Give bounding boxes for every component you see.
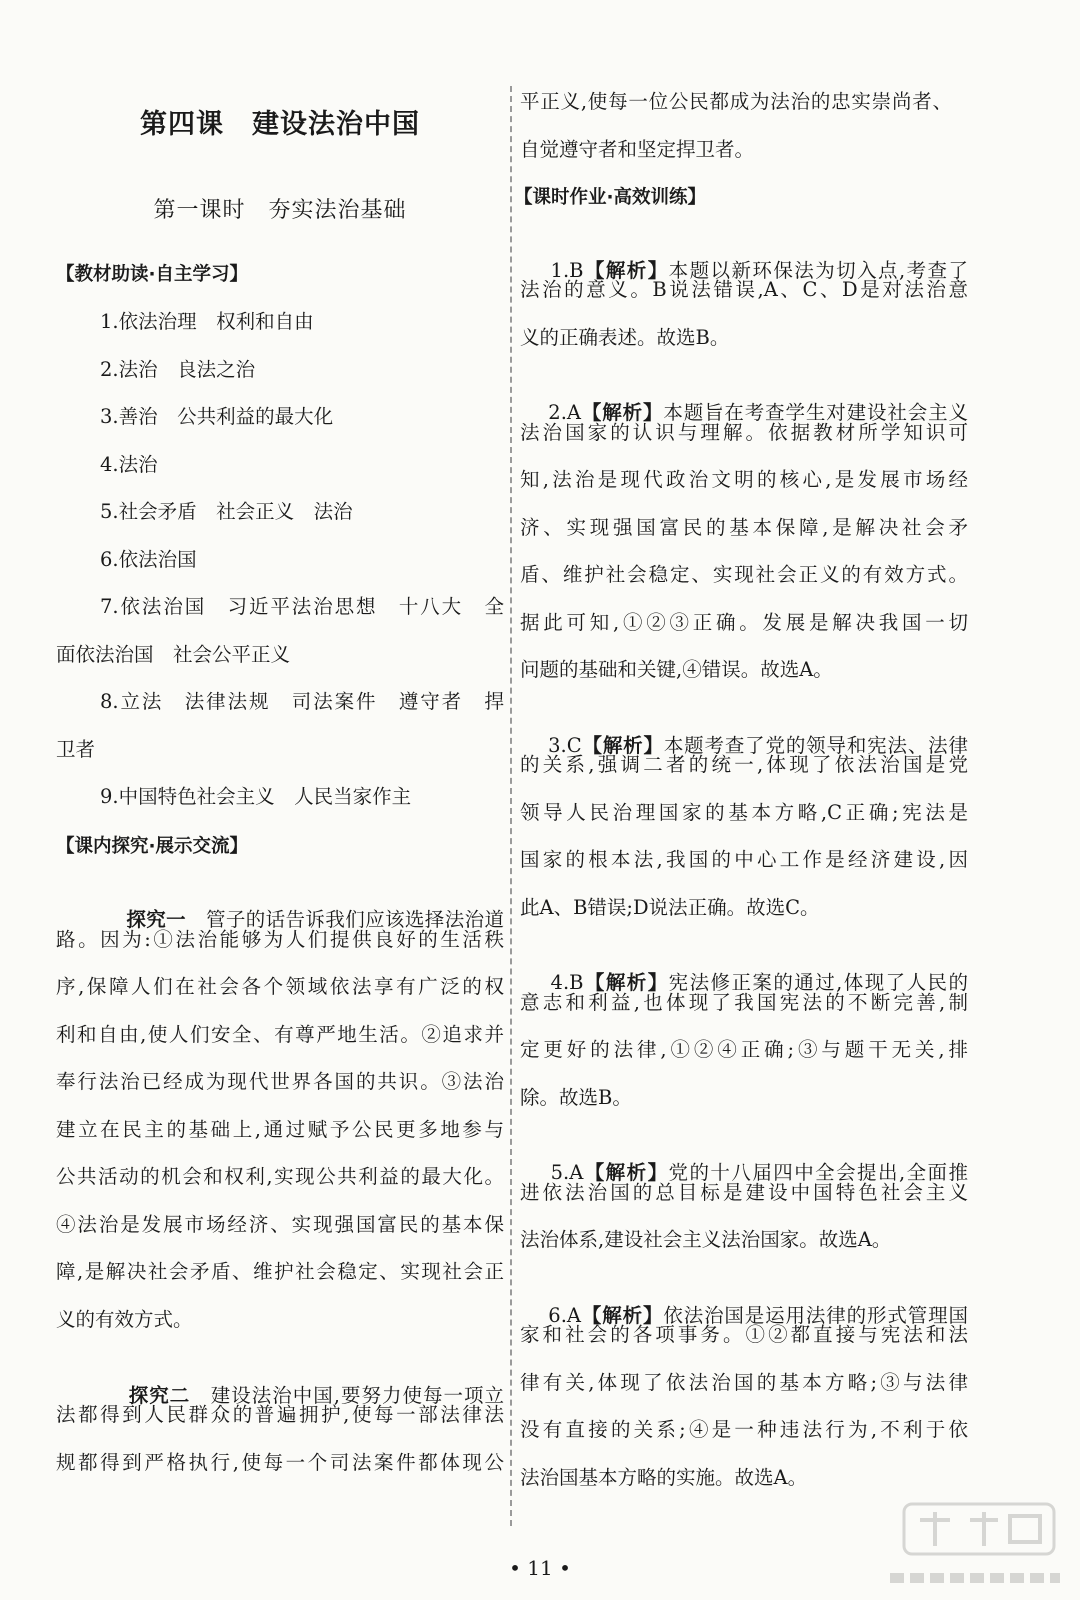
answer-line: 问题的基础和关键,④错误。故选A。 — [520, 658, 833, 681]
analysis-tag: 【解析】 — [581, 734, 664, 757]
watermark-logo — [880, 1498, 1070, 1594]
explore-label: 探究一 — [126, 908, 187, 931]
paragraph-text: 管子的话告诉我们应该选择法治道 — [205, 908, 504, 931]
paragraph-line: 建立在民主的基础上,通过赋予公民更多地参与 — [56, 1118, 504, 1141]
answer-line: 4.法治 — [100, 453, 158, 476]
paragraph-text: 建设法治中国,要努力使每一项立 — [210, 1384, 504, 1407]
section-heading-homework: 【课时作业·高效训练】 — [514, 187, 707, 208]
paragraph-line: 利和自由,使人们安全、有尊严地生活。②追求并 — [56, 1023, 504, 1046]
paragraph-line: 奉行法治已经成为现代世界各国的共识。③法治 — [56, 1070, 504, 1093]
answer-line: 国家的根本法,我国的中心工作是经济建设,因 — [520, 848, 968, 871]
answer-line: 5.社会矛盾 社会正义 法治 — [100, 500, 353, 523]
lesson-title: 第四课 建设法治中国 — [140, 109, 420, 140]
answer-line: 义的正确表述。故选B。 — [520, 326, 730, 349]
answer-number: 5.A — [550, 1161, 584, 1184]
paragraph-line: 序,保障人们在社会各个领域依法享有广泛的权 — [56, 975, 504, 998]
analysis-tag: 【解析】 — [580, 401, 664, 424]
section-heading-explore: 【课内探究·展示交流】 — [56, 836, 249, 857]
paragraph-line: 义的有效方式。 — [56, 1308, 193, 1331]
section-heading-self-study: 【教材助读·自主学习】 — [56, 264, 249, 285]
answer-number: 3.C — [548, 734, 582, 757]
answer-line — [520, 371, 968, 424]
answer-line: 6.依法治国 — [100, 548, 197, 571]
answer-text: 本题考查了党的领导和宪法、法律 — [663, 734, 968, 757]
answer-line — [520, 1131, 968, 1184]
column-divider — [510, 86, 512, 1526]
answer-line: 盾、维护社会稳定、实现社会正义的有效方式。 — [520, 563, 968, 586]
paragraph-line: 法都得到人民群众的普遍拥护,使每一部法律法 — [56, 1403, 504, 1426]
answer-text: 本题以新环保法为切入点,考查了 — [668, 259, 968, 282]
answer-line: 意志和利益,也体现了我国宪法的不断完善,制 — [520, 991, 968, 1014]
page-number: • 11 • — [509, 1556, 571, 1580]
analysis-tag: 【解析】 — [583, 259, 669, 282]
answer-line: 法治国基本方略的实施。故选A。 — [520, 1466, 808, 1489]
answer-line: 的关系,强调二者的统一,体现了依法治国是党 — [520, 753, 968, 776]
answer-number: 1.B — [550, 259, 584, 282]
answer-line — [520, 229, 968, 282]
paragraph-line: 障,是解决社会矛盾、维护社会稳定、实现社会正 — [56, 1260, 504, 1283]
answer-line: 7.依法治国 习近平法治思想 十八大 全 — [100, 595, 504, 618]
answer-line: 定更好的法律,①②④正确;③与题干无关,排 — [520, 1038, 968, 1061]
answer-line — [520, 1274, 968, 1327]
answer-line: 1.依法治理 权利和自由 — [100, 310, 314, 333]
answer-text: 依法治国是运用法律的形式管理国 — [663, 1304, 968, 1327]
answer-line: 除。故选B。 — [520, 1086, 632, 1109]
analysis-tag: 【解析】 — [583, 971, 669, 994]
answer-number: 4.B — [550, 971, 584, 994]
paragraph-line: 公共活动的机会和权利,实现公共利益的最大化。 — [56, 1165, 504, 1188]
answer-text: 本题旨在考查学生对建设社会主义 — [663, 401, 968, 424]
answer-line: 法治的意义。B说法错误,A、C、D是对法治意 — [520, 278, 968, 301]
sub-title: 第一课时 夯实法治基础 — [153, 198, 407, 223]
paragraph-line: 自觉遵守者和坚定捍卫者。 — [520, 138, 755, 161]
answer-line: 面依法治国 社会公平正义 — [56, 643, 291, 666]
paragraph-line — [100, 878, 504, 931]
answer-line: 济、实现强国富民的基本保障,是解决社会矛 — [520, 516, 968, 539]
answer-line: 没有直接的关系;④是一种违法行为,不利于依 — [520, 1418, 968, 1441]
answer-line: 进依法治国的总目标是建设中国特色社会主义 — [520, 1181, 968, 1204]
answer-line: 此A、B错误;D说法正确。故选C。 — [520, 896, 820, 919]
answer-text: 党的十八届四中全会提出,全面推 — [668, 1161, 968, 1184]
answer-number: 6.A — [548, 1304, 581, 1327]
answer-line: 9.中国特色社会主义 人民当家作主 — [100, 785, 412, 808]
analysis-tag: 【解析】 — [580, 1304, 664, 1327]
answer-line: 律有关,体现了依法治国的基本方略;③与法律 — [520, 1371, 968, 1394]
answer-line: 3.善治 公共利益的最大化 — [100, 405, 334, 428]
answer-line: 法治国家的认识与理解。依据教材所学知识可 — [520, 421, 968, 444]
answer-line: 领导人民治理国家的基本方略,C正确;宪法是 — [520, 801, 968, 824]
explore-label: 探究二 — [128, 1384, 191, 1407]
paragraph-line: 路。因为:①法治能够为人们提供良好的生活秩 — [56, 928, 504, 951]
paragraph-line: ④法治是发展市场经济、实现强国富民的基本保 — [56, 1213, 504, 1236]
answer-line: 法治体系,建设社会主义法治国家。故选A。 — [520, 1228, 892, 1251]
paragraph-line: 平正义,使每一位公民都成为法治的忠实崇尚者、 — [520, 90, 952, 113]
answer-text: 宪法修正案的通过,体现了人民的 — [668, 971, 968, 994]
answer-number: 2.A — [548, 401, 581, 424]
answer-line — [520, 704, 968, 757]
analysis-tag: 【解析】 — [583, 1161, 669, 1184]
answer-line: 8.立法 法律法规 司法案件 遵守者 捍 — [100, 690, 504, 713]
answer-line — [520, 941, 968, 994]
answer-line: 知,法治是现代政治文明的核心,是发展市场经 — [520, 468, 968, 491]
answer-line: 据此可知,①②③正确。发展是解决我国一切 — [520, 611, 968, 634]
paragraph-line — [100, 1354, 504, 1407]
paragraph-line: 规都得到严格执行,使每一个司法案件都体现公 — [56, 1451, 504, 1474]
answer-line: 2.法治 良法之治 — [100, 358, 256, 381]
answer-line: 卫者 — [56, 738, 96, 761]
answer-line: 家和社会的各项事务。①②都直接与宪法和法 — [520, 1323, 968, 1346]
